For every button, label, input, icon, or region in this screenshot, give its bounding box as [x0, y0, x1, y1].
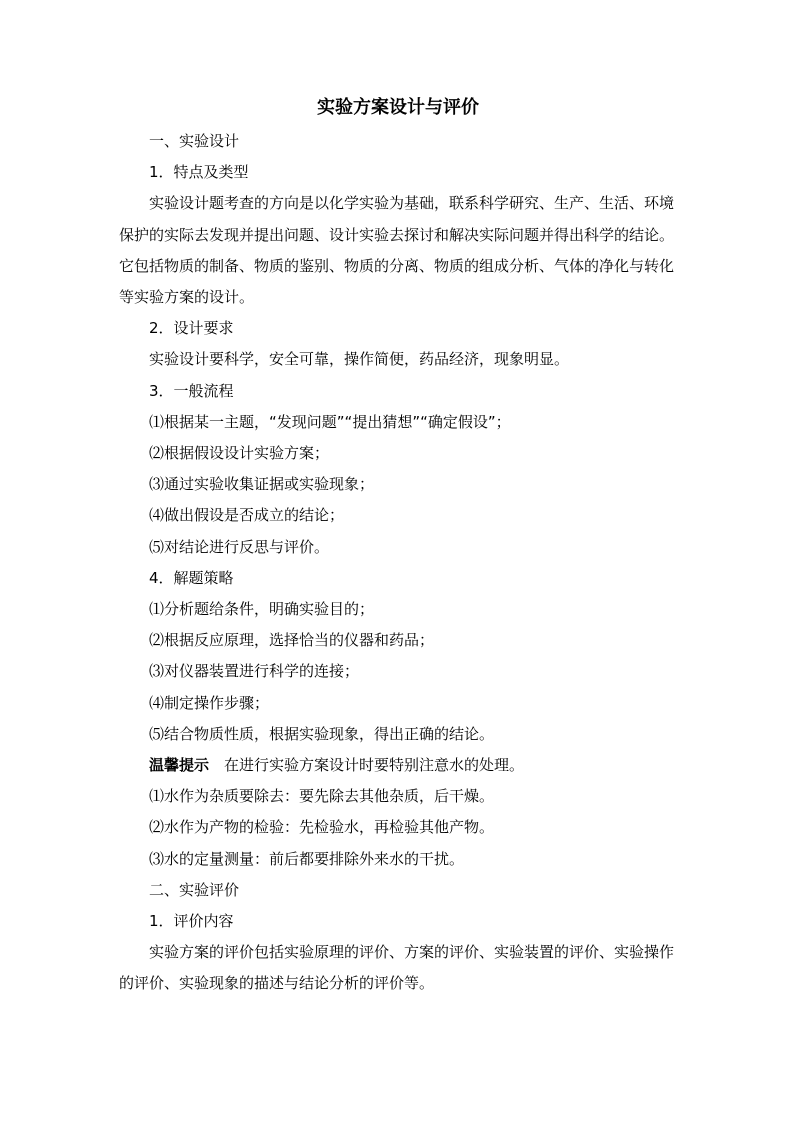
list-item-process-2: ⑵根据假设设计实验方案； — [149, 444, 330, 463]
list-item-strategy-3: ⑶对仪器装置进行科学的连接； — [149, 662, 360, 681]
tip-label: 温馨提示 — [149, 756, 210, 775]
list-item-strategy-4: ⑷制定操作步骤； — [149, 693, 270, 712]
subsection-heading-solving-strategy: 4．解题策略 — [149, 568, 234, 587]
paragraph-evaluation-content: 实验方案的评价包括实验原理的评价、方案的评价、实验装置的评价、实验操作的评价、实验现象的描述与结论分析的评价等。 — [119, 943, 675, 993]
list-item-tip-3: ⑶水的定量测量：前后都要排除外来水的干扰。 — [149, 849, 465, 868]
paragraph-features-types: 实验设计题考查的方向是以化学实验为基础，联系科学研究、生产、生活、环境保护的实际去发现并提出问题、设计实验去探讨和解决实际问题并得出科学的结论。它包括物质的制备、物质的鉴别、物质的分离、物质的组成分析、气体的净化与转化等实验方案的设计。 — [119, 194, 675, 307]
subsection-heading-evaluation-content: 1．评价内容 — [149, 912, 234, 931]
tip-paragraph — [119, 750, 677, 781]
tip-text: 在进行实验方案设计时要特别注意水的处理。 — [224, 756, 525, 775]
list-item-process-4: ⑷做出假设是否成立的结论； — [149, 506, 345, 525]
list-item-strategy-1: ⑴分析题给条件，明确实验目的； — [149, 600, 375, 619]
list-item-process-5: ⑸对结论进行反思与评价。 — [149, 537, 330, 556]
subsection-heading-design-requirements: 2．设计要求 — [149, 319, 234, 338]
paragraph-design-requirements: 实验设计要科学，安全可靠，操作简便，药品经济，现象明显。 — [149, 350, 570, 369]
document-body — [119, 95, 677, 1000]
tip-spacer — [209, 756, 224, 774]
list-item-strategy-2: ⑵根据反应原理，选择恰当的仪器和药品； — [149, 631, 435, 650]
list-item-strategy-5: ⑸结合物质性质，根据实验现象，得出正确的结论。 — [149, 724, 495, 743]
subsection-heading-general-process: 3．一般流程 — [149, 381, 234, 400]
list-item-process-1: ⑴根据某一主题，“发现问题”“提出猜想”“确定假设”； — [149, 412, 511, 431]
list-item-tip-2: ⑵水作为产物的检验：先检验水，再检验其他产物。 — [149, 818, 495, 837]
section-heading-experiment-evaluation: 二、实验评价 — [149, 880, 240, 899]
list-item-tip-1: ⑴水作为杂质要除去：要先除去其他杂质，后干燥。 — [149, 787, 495, 806]
section-heading-experiment-design: 一、实验设计 — [149, 132, 240, 150]
list-item-process-3: ⑶通过实验收集证据或实验现象； — [149, 475, 375, 494]
document-title: 实验方案设计与评价 — [317, 97, 479, 118]
subsection-heading-features-types: 1．特点及类型 — [149, 163, 249, 182]
